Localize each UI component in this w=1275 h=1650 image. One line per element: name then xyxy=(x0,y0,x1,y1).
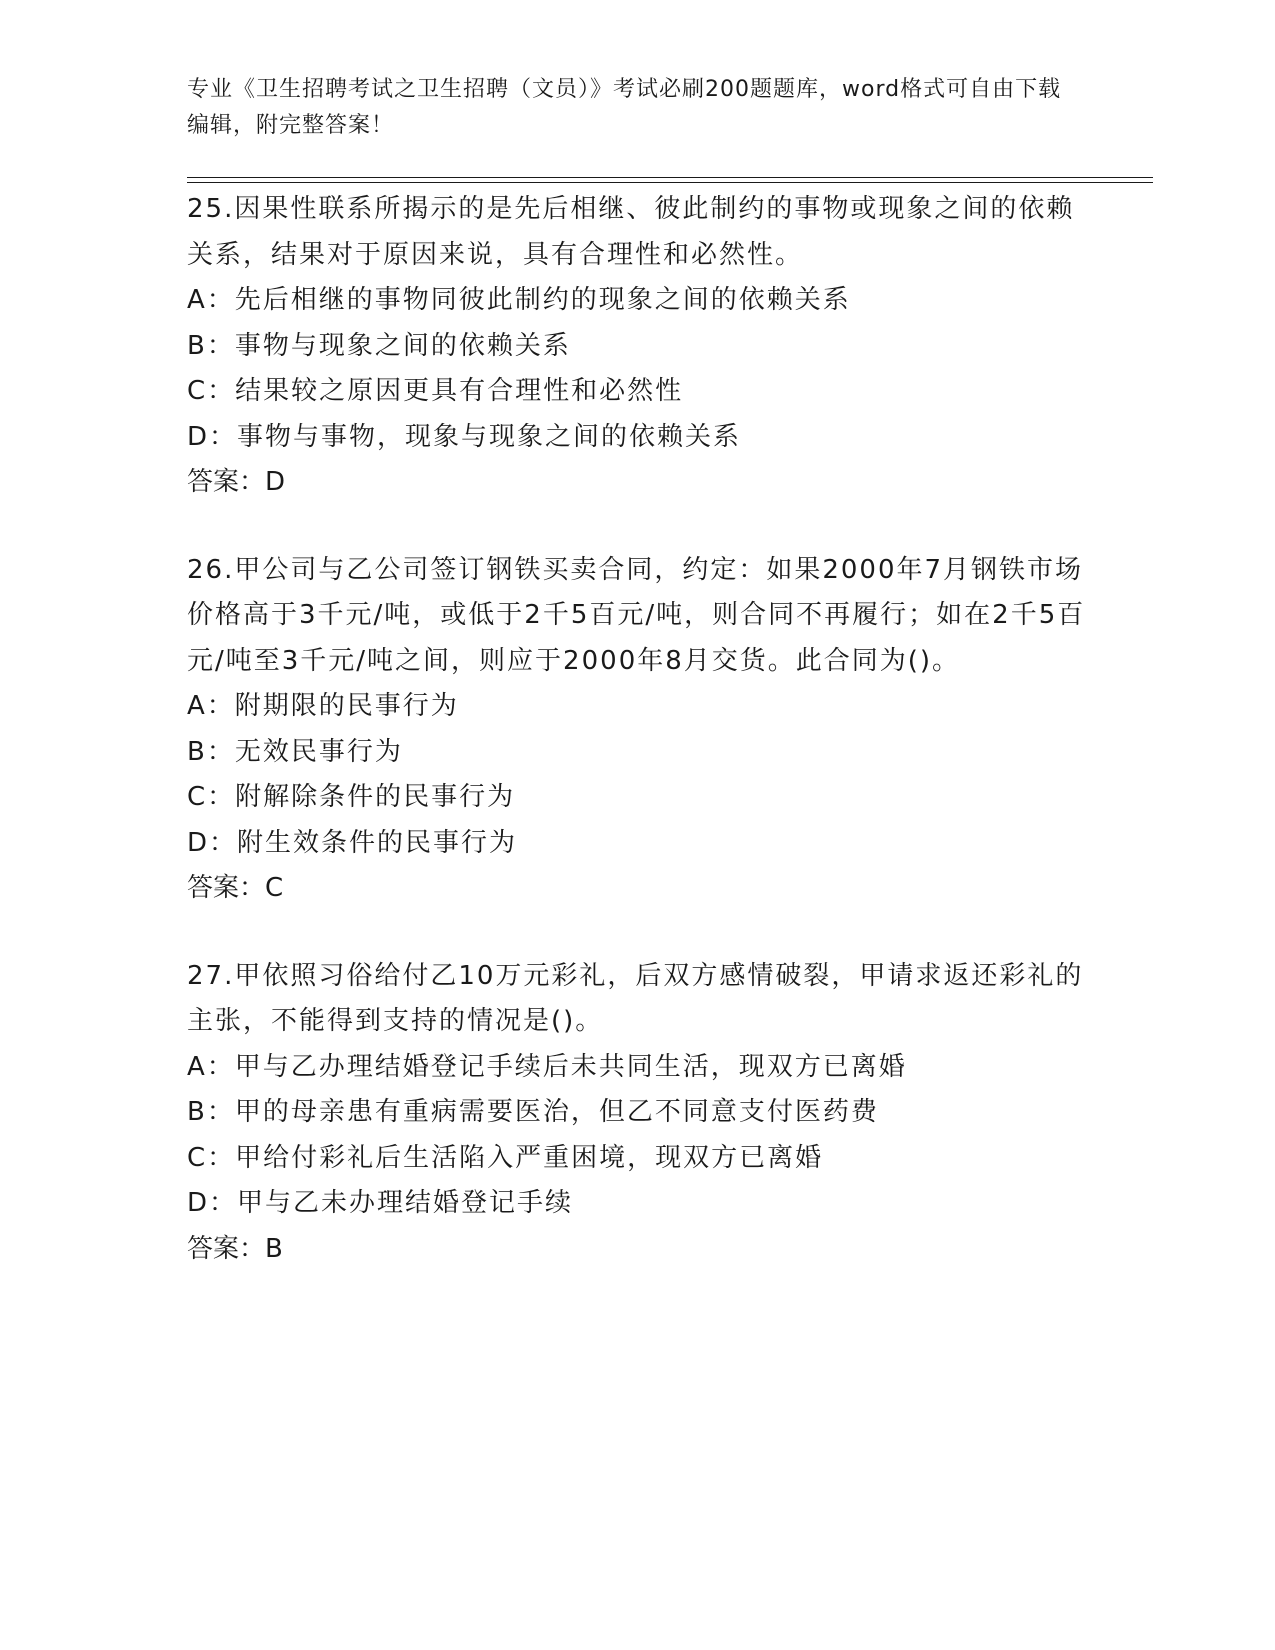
question-stem: 27.甲依照习俗给付乙10万元彩礼，后双方感情破裂，甲请求返还彩礼的主张，不能得到支持的情况是()。 xyxy=(187,960,1084,1036)
answer-label: 答案：D xyxy=(187,467,286,497)
question-list xyxy=(187,187,1087,1314)
document-header: 专业《卫生招聘考试之卫生招聘（文员）》考试必刷200题题库，word格式可自由下载编辑，附完整答案！ xyxy=(187,77,1062,138)
option-c: C：结果较之原因更具有合理性和必然性 xyxy=(187,376,684,406)
option-d: D：附生效条件的民事行为 xyxy=(187,827,518,858)
option-a: A：先后相继的事物同彼此制约的现象之间的依赖关系 xyxy=(187,285,851,315)
question-25 xyxy=(187,187,1087,506)
question-stem: 26.甲公司与乙公司签订钢铁买卖合同，约定：如果2000年7月钢铁市场价格高于3千元/吨，或低于2千5百元/吨，则合同不再履行；如在2千5百元/吨至3千元/吨之间，则应于2000年8月交货。此合同为()。 xyxy=(187,554,1086,676)
header-divider-top xyxy=(187,177,1153,178)
option-d: D：事物与事物，现象与现象之间的依赖关系 xyxy=(187,421,742,452)
option-b: B：无效民事行为 xyxy=(187,736,403,767)
question-27 xyxy=(187,954,1087,1273)
option-b: B：甲的母亲患有重病需要医治，但乙不同意支付医药费 xyxy=(187,1097,879,1127)
option-a: A：甲与乙办理结婚登记手续后未共同生活，现双方已离婚 xyxy=(187,1051,907,1082)
option-a: A：附期限的民事行为 xyxy=(187,691,459,721)
answer-label: 答案：C xyxy=(187,873,284,903)
option-c: C：甲给付彩礼后生活陷入严重困境，现双方已离婚 xyxy=(187,1142,824,1173)
option-b: B：事物与现象之间的依赖关系 xyxy=(187,330,571,361)
option-c: C：附解除条件的民事行为 xyxy=(187,782,516,812)
option-d: D：甲与乙未办理结婚登记手续 xyxy=(187,1188,574,1218)
question-stem: 25.因果性联系所揭示的是先后相继、彼此制约的事物或现象之间的依赖关系，结果对于原因来说，具有合理性和必然性。 xyxy=(187,194,1075,270)
question-26 xyxy=(187,548,1087,912)
header-divider-bottom xyxy=(187,182,1153,183)
answer-label: 答案：B xyxy=(187,1233,283,1264)
